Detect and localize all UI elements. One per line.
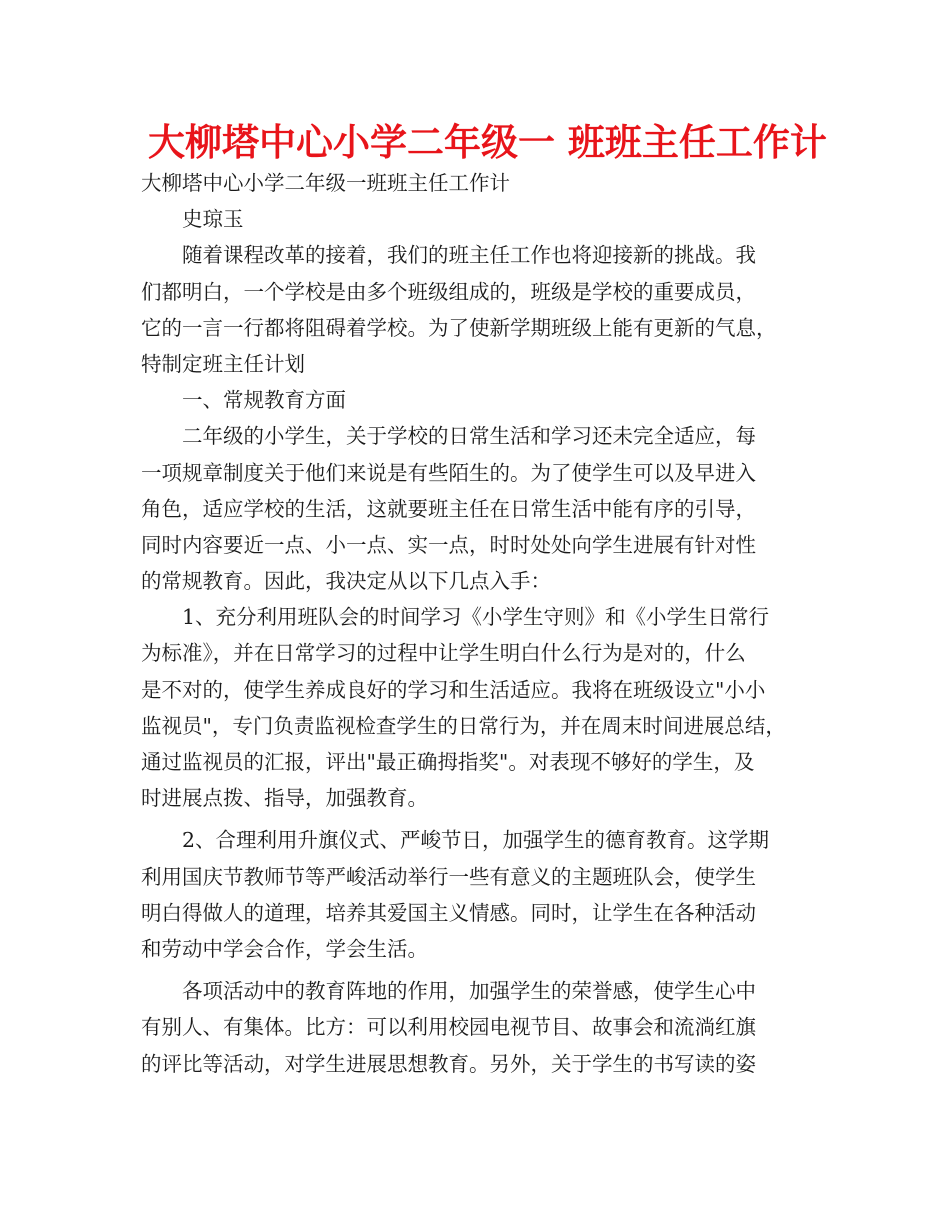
paragraph-line: 随着课程改革的接着，我们的班主任工作也将迎接新的挑战。我 <box>182 243 756 268</box>
document-body <box>141 165 816 1082</box>
paragraph-line: 有别人、有集体。比方：可以利用校园电视节目、故事会和流淌红旗 <box>141 1015 756 1040</box>
paragraph-line: 2、合理利用升旗仪式、严峻节日，加强学生的德育教育。这学期 <box>182 828 770 853</box>
paragraph-line: 角色，适应学校的生活，这就要班主任在日常生活中能有序的引导， <box>141 496 756 521</box>
paragraph-line: 监视员"，专门负责监视检查学生的日常行为，并在周末时间进展总结， <box>141 713 786 738</box>
subtitle-line: 大柳塔中心小学二年级一班班主任工作计 <box>141 171 510 195</box>
paragraph-line: 特制定班主任计划 <box>141 351 305 376</box>
author-line: 史琼玉 <box>182 207 244 232</box>
paragraph-line: 各项活动中的教育阵地的作用，加强学生的荣誉感，使学生心中 <box>182 979 756 1004</box>
paragraph-line: 是不对的，使学生养成良好的学习和生活适应。我将在班级设立"小小 <box>141 677 766 702</box>
paragraph-line: 时进展点拨、指导，加强教育。 <box>141 786 428 811</box>
paragraph-line: 们都明白，一个学校是由多个班级组成的，班级是学校的重要成员， <box>141 279 756 304</box>
paragraph-line: 为标准》，并在日常学习的过程中让学生明白什么行为是对的，什么 <box>141 641 746 666</box>
paragraph-line: 利用国庆节教师节等严峻活动举行一些有意义的主题班队会，使学生 <box>141 864 756 889</box>
paragraph-line: 一项规章制度关于他们来说是有些陌生的。为了使学生可以及早进入 <box>141 460 756 485</box>
paragraph-line: 的评比等活动，对学生进展思想教育。另外，关于学生的书写读的姿 <box>141 1051 756 1076</box>
paragraph-line: 和劳动中学会合作，学会生活。 <box>141 936 428 961</box>
document-title: 大柳塔中心小学二年级一 班班主任工作计 <box>148 121 827 164</box>
paragraph-line: 同时内容要近一点、小一点、实一点，时时处处向学生进展有针对性 <box>141 532 756 557</box>
paragraph-line: 明白得做人的道理，培养其爱国主义情感。同时，让学生在各种活动 <box>141 900 756 925</box>
section-heading: 一、常规教育方面 <box>182 388 346 413</box>
paragraph-line: 二年级的小学生，关于学校的日常生活和学习还未完全适应，每 <box>182 424 756 449</box>
paragraph-line: 通过监视员的汇报，评出"最正确拇指奖"。对表现不够好的学生，及 <box>141 750 755 774</box>
paragraph-line: 的常规教育。因此，我决定从以下几点入手： <box>141 569 551 594</box>
paragraph-line: 它的一言一行都将阻碍着学校。为了使新学期班级上能有更新的气息， <box>141 315 777 340</box>
paragraph-line: 1、充分利用班队会的时间学习《小学生守则》和《小学生日常行 <box>182 605 770 630</box>
